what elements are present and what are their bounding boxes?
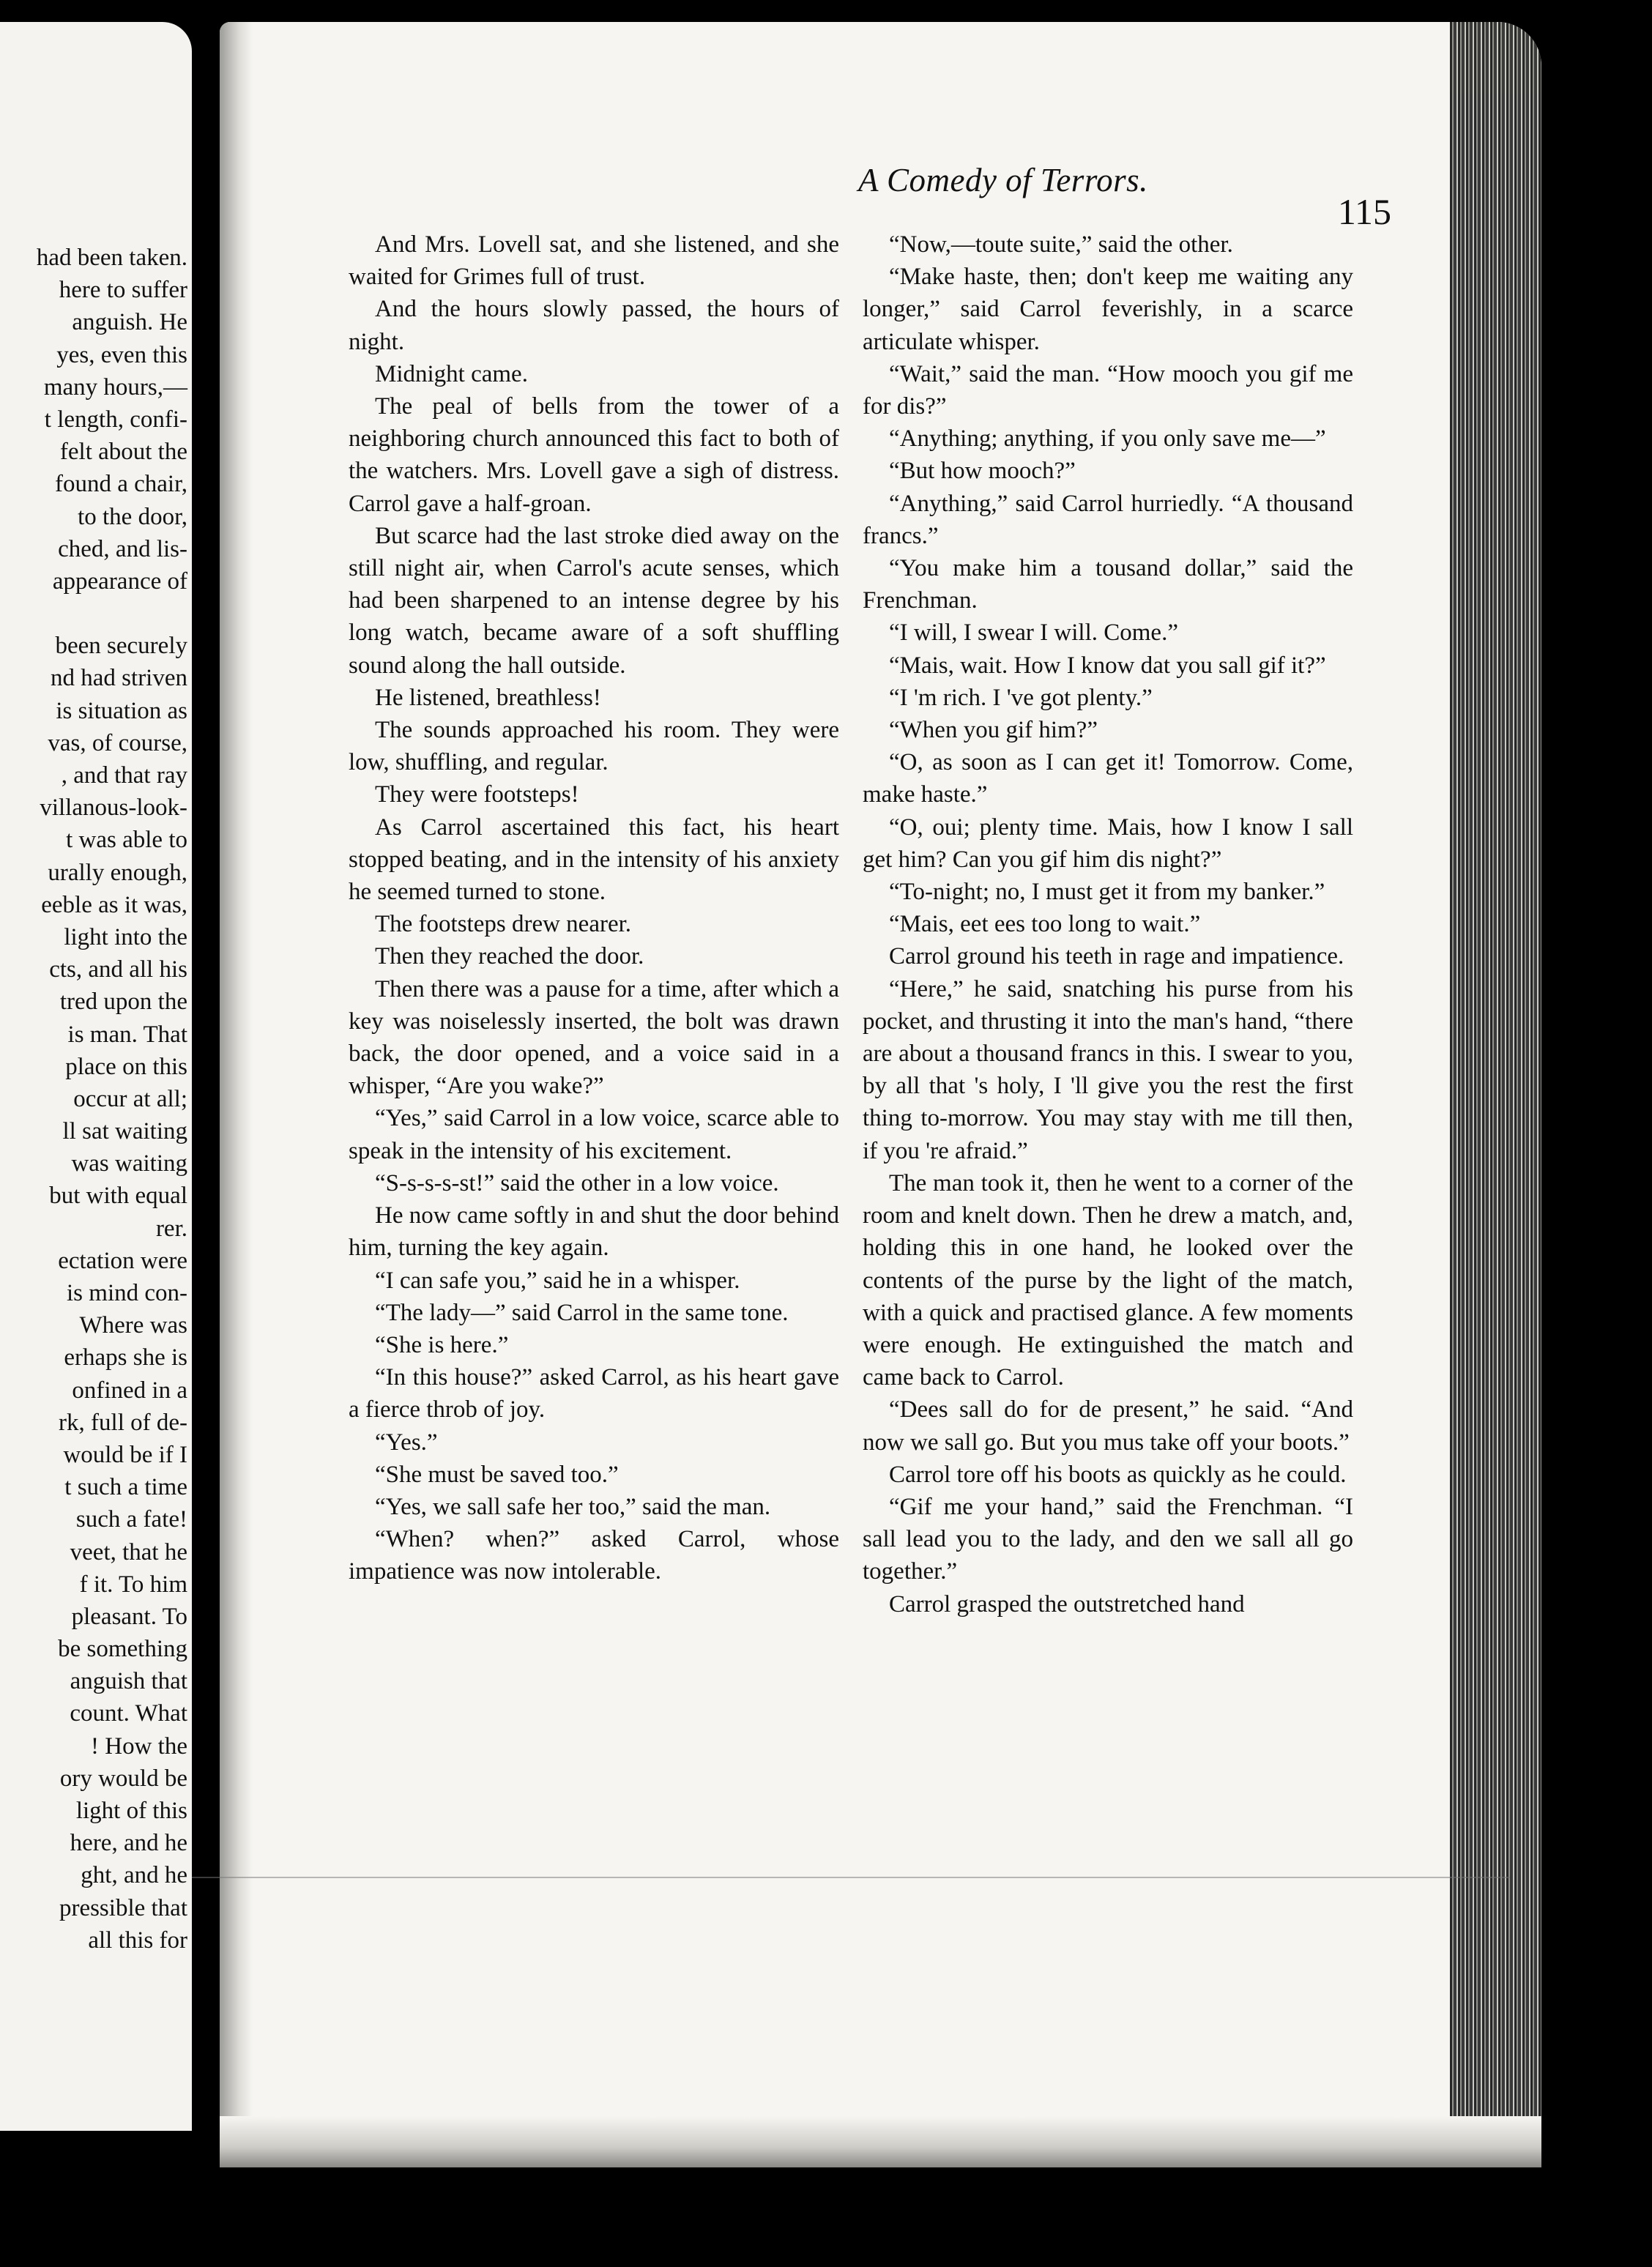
facing-page-line: anguish. He: [72, 309, 187, 336]
facing-page-line: count. What: [70, 1700, 187, 1727]
paragraph: Midnight came.: [375, 360, 528, 387]
facing-page-line: t length, confi-: [44, 406, 187, 433]
facing-page-line: place on this: [65, 1053, 187, 1080]
paragraph: “Anything; anything, if you only save me—”: [889, 425, 1326, 453]
facing-page-line: , and that ray: [61, 762, 187, 789]
paragraph: The man took it, then he went to a corner of the room and knelt down. Then he drew a match, and, holding this in one hand, he looked over the contents of the purse by the light of the match, with a quick and practised glance. A few moments were enough. He extinguished the match and came back to Carrol.: [863, 1169, 1353, 1391]
facing-page-line: here to suffer: [59, 277, 187, 304]
paragraph: “When? when?” asked Carrol, whose impatience was now intolerable.: [349, 1526, 839, 1585]
facing-page-line: t was able to: [66, 827, 187, 854]
paragraph: “You make him a tousand dollar,” said the Frenchman.: [863, 555, 1353, 614]
facing-page-line: is man. That: [67, 1021, 187, 1048]
facing-page-line: been securely: [55, 633, 187, 660]
facing-page-line: rk, full of de-: [59, 1409, 187, 1436]
facing-page-line: ory would be: [59, 1765, 187, 1792]
paragraph: And the hours slowly passed, the hours of night.: [349, 296, 839, 355]
paragraph: “S-s-s-s-st!” said the other in a low voice.: [375, 1169, 779, 1196]
gutter-shadow: [220, 22, 253, 2167]
facing-page-line: Where was: [79, 1312, 187, 1339]
facing-page-line: was waiting: [71, 1150, 187, 1177]
facing-page-line: pressible that: [59, 1894, 187, 1921]
facing-page-line: had been taken.: [36, 245, 187, 271]
paragraph: “She is here.”: [375, 1331, 509, 1358]
facing-page-line: light of this: [75, 1798, 187, 1824]
paragraph: “Mais, eet ees too long to wait.”: [889, 911, 1201, 938]
facing-page-line: but with equal: [49, 1183, 187, 1210]
paragraph: He now came softly in and shut the door behind him, turning the key again.: [349, 1202, 839, 1262]
paragraph: But scarce had the last stroke died away on the still night air, when Carrol's acute senses, which had been sharpened to an intense degree by his long watch, became aware of a soft shuffling sound along the hall outside.: [349, 522, 839, 679]
paragraph: “I will, I swear I will. Come.”: [889, 619, 1178, 647]
facing-page-line: urally enough,: [48, 859, 187, 886]
facing-page-line: anguish that: [70, 1668, 187, 1695]
page-edge: [1450, 22, 1541, 2167]
paragraph: “I can safe you,” said he in a whisper.: [375, 1267, 740, 1294]
facing-page-line: nd had striven: [51, 665, 187, 692]
facing-page-line: appearance of: [52, 567, 187, 595]
facing-page-line: f it. To him: [79, 1571, 187, 1598]
facing-page-line: is mind con-: [67, 1280, 187, 1306]
paragraph: “When you gif him?”: [889, 717, 1098, 744]
facing-page-line: occur at all;: [73, 1085, 187, 1112]
paragraph: “Anything,” said Carrol hurriedly. “A thousand francs.”: [863, 490, 1353, 549]
facing-page-line: be something: [58, 1636, 187, 1663]
paragraph: Then they reached the door.: [375, 943, 644, 970]
paragraph: Carrol grasped the outstretched hand: [889, 1590, 1245, 1618]
facing-page-line: here, and he: [70, 1830, 187, 1857]
paragraph: “Gif me your hand,” said the Frenchman. “I sall lead you to the lady, and den we sall all go together.”: [863, 1493, 1353, 1585]
facing-page-line: erhaps she is: [64, 1344, 187, 1371]
paragraph: “She must be saved too.”: [375, 1461, 619, 1488]
facing-page-line: rer.: [155, 1215, 187, 1242]
paragraph: Carrol ground his teeth in rage and impatience.: [889, 943, 1344, 970]
facing-page-line: such a fate!: [75, 1506, 187, 1533]
paragraph: “O, oui; plenty time. Mais, how I know I sall get him? Can you gif him dis night?”: [863, 814, 1353, 873]
paragraph: Then there was a pause for a time, after which a key was noiselessly inserted, the bolt was drawn back, the door opened, and a voice said in a whisper, “Are you wake?”: [349, 975, 839, 1100]
paragraph: And Mrs. Lovell sat, and she listened, and she waited for Grimes full of trust.: [349, 231, 839, 291]
facing-page: [0, 22, 192, 2131]
facing-page-line: villanous-look-: [40, 794, 187, 822]
page-number: 115: [1337, 191, 1391, 232]
paragraph: “Now,—toute suite,” said the other.: [889, 231, 1233, 258]
facing-page-line: all this for: [88, 1927, 187, 1954]
facing-page-line: ll sat waiting: [62, 1118, 187, 1145]
running-head: A Comedy of Terrors.: [858, 162, 1148, 198]
facing-page-line: [0, 598, 187, 630]
facing-page-line: pleasant. To: [71, 1603, 187, 1630]
paragraph: “Here,” he said, snatching his purse from his pocket, and thrusting it into the man's hand, “there are about a thousand francs in this. I swear to you, by all that 's holy, I 'll give you the rest the first thing to-morrow. You may stay with me till then, if you 're afraid.”: [863, 975, 1353, 1164]
paragraph: “Wait,” said the man. “How mooch you gif me for dis?”: [863, 360, 1353, 420]
scan-artifact-line: [192, 1877, 1510, 1878]
paragraph: The peal of bells from the tower of a neighboring church announced this fact to both of the watchers. Mrs. Lovell gave a sigh of distress. Carrol gave a half-groan.: [349, 393, 839, 517]
paragraph: They were footsteps!: [375, 781, 579, 808]
facing-page-text: [0, 242, 187, 1957]
facing-page-line: ched, and lis-: [58, 535, 187, 562]
paragraph: “Yes.”: [375, 1429, 438, 1456]
facing-page-line: is situation as: [56, 697, 187, 724]
paragraph: He listened, breathless!: [375, 684, 601, 711]
text-column-left: [349, 228, 839, 1588]
paragraph: “But how mooch?”: [889, 458, 1076, 485]
facing-page-line: vas, of course,: [48, 729, 187, 756]
text-column-right: [863, 228, 1353, 1620]
paragraph: “Yes,” said Carrol in a low voice, scarce able to speak in the intensity of his excitement.: [349, 1105, 839, 1164]
facing-page-line: ectation were: [58, 1247, 187, 1274]
paragraph: “Yes, we sall safe her too,” said the man.: [375, 1493, 771, 1520]
book-page: [220, 22, 1541, 2167]
facing-page-line: found a chair,: [54, 471, 187, 498]
facing-page-line: veet, that he: [70, 1538, 187, 1566]
paragraph: “I 'm rich. I 've got plenty.”: [889, 684, 1153, 711]
facing-page-line: many hours,—: [43, 373, 187, 401]
facing-page-line: t such a time: [64, 1474, 187, 1501]
paragraph: “Make haste, then; don't keep me waiting any longer,” said Carrol feverishly, in a scarce articulate whisper.: [863, 264, 1353, 355]
facing-page-line: felt about the: [59, 439, 187, 466]
paragraph: Carrol tore off his boots as quickly as he could.: [889, 1461, 1347, 1488]
facing-page-line: would be if I: [63, 1441, 187, 1468]
paragraph: “The lady—” said Carrol in the same tone.: [375, 1299, 789, 1326]
paragraph: As Carrol ascertained this fact, his heart stopped beating, and in the intensity of his anxiety he seemed turned to stone.: [349, 814, 839, 906]
facing-page-line: light into the: [64, 923, 187, 950]
paragraph: “O, as soon as I can get it! Tomorrow. Come, make haste.”: [863, 749, 1353, 808]
facing-page-line: onfined in a: [72, 1377, 187, 1404]
paragraph: “Dees sall do for de present,” he said. “And now we sall go. But you mus take off your boots.”: [863, 1396, 1353, 1456]
facing-page-line: ! How the: [91, 1732, 187, 1760]
facing-page-line: cts, and all his: [49, 956, 187, 983]
paragraph: The footsteps drew nearer.: [375, 911, 632, 938]
paragraph: The sounds approached his room. They were low, shuffling, and regular.: [349, 717, 839, 776]
facing-page-line: tred upon the: [59, 989, 187, 1016]
paragraph: “In this house?” asked Carrol, as his heart gave a fierce throb of joy.: [349, 1364, 839, 1423]
facing-page-line: yes, even this: [56, 341, 187, 368]
page-bottom-edge: [220, 2116, 1541, 2167]
facing-page-line: ght, and he: [81, 1862, 187, 1889]
facing-page-line: to the door,: [78, 503, 187, 530]
paragraph: “Mais, wait. How I know dat you sall gif it?”: [889, 652, 1326, 679]
facing-page-line: eeble as it was,: [41, 891, 187, 918]
paragraph: “To-night; no, I must get it from my banker.”: [889, 879, 1325, 906]
